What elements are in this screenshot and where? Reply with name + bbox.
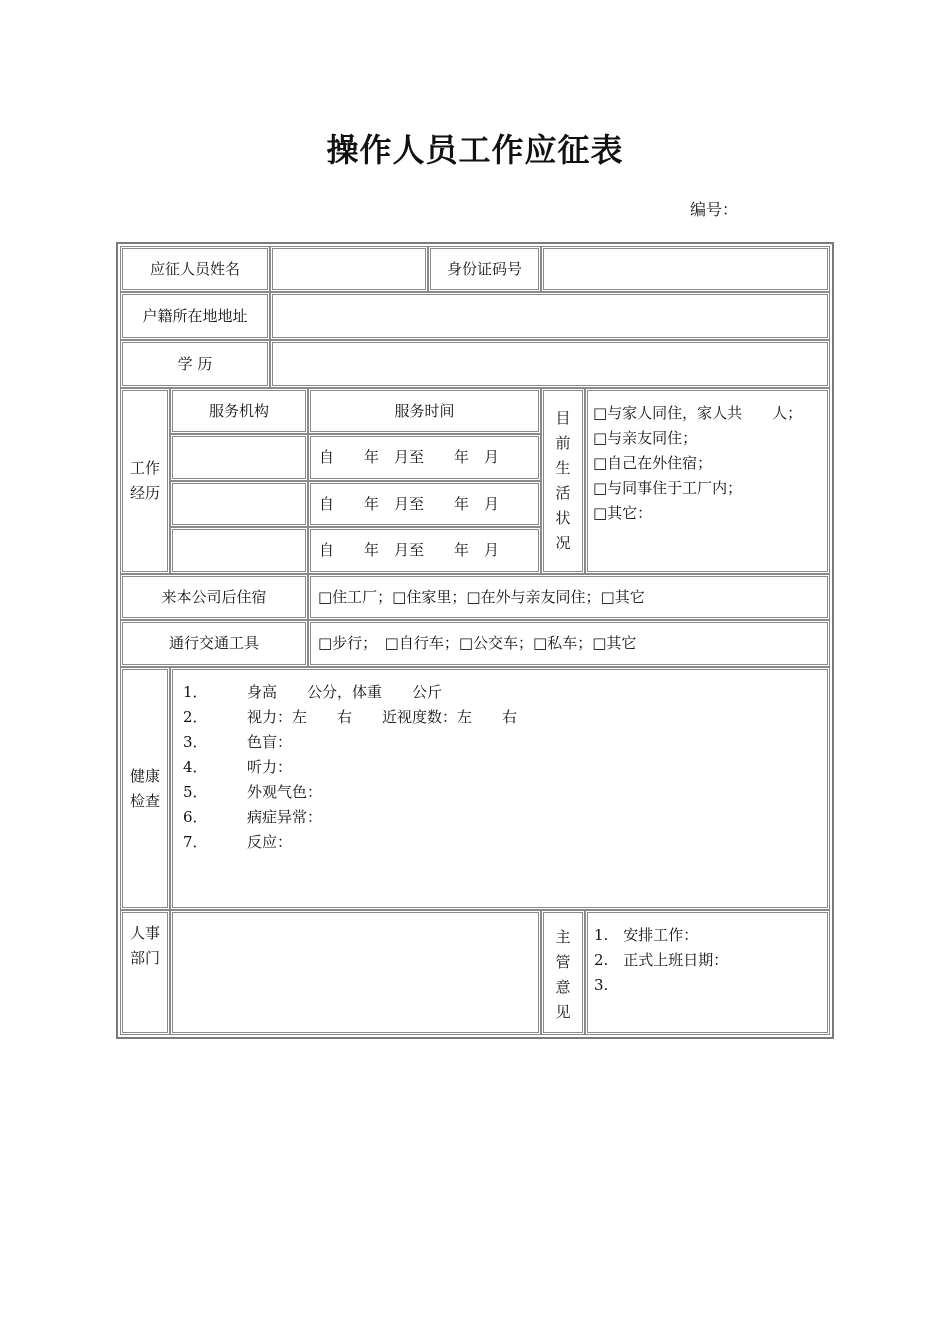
living-option[interactable]: □其它： <box>593 504 653 522</box>
service-org-field-3[interactable] <box>170 527 308 574</box>
health-check-label-line: 检查 <box>129 791 160 810</box>
dorm-options[interactable]: □住工厂；□住家里；□在外与亲友同住；□其它 <box>308 574 830 620</box>
service-org-field-2[interactable] <box>170 481 308 527</box>
health-check-label <box>120 667 170 910</box>
service-org-field-1[interactable] <box>170 434 308 481</box>
transport-label: 通行交通工具 <box>120 620 308 667</box>
hr-department-field[interactable] <box>170 910 541 1035</box>
hr-department-label-line: 部门 <box>129 949 160 967</box>
hr-department-label-line: 人事 <box>129 924 160 942</box>
living-status-char: 生 <box>555 459 571 477</box>
supervisor-item[interactable]: 3. <box>594 976 609 994</box>
service-time-header: 服务时间 <box>308 388 541 434</box>
service-time-row-2[interactable]: 自 年 月至 年 月 <box>308 481 541 527</box>
health-item: 3． 色盲： <box>183 733 293 751</box>
living-status-char: 目 <box>555 409 571 427</box>
dorm-label: 来本公司后住宿 <box>120 574 308 620</box>
hr-department-label <box>120 910 170 1035</box>
service-org-header: 服务机构 <box>170 388 308 434</box>
work-experience-label-line: 经历 <box>129 484 160 502</box>
transport-options[interactable]: □步行； □自行车；□公交车；□私车；□其它 <box>308 620 830 667</box>
living-status-char: 活 <box>555 484 571 502</box>
education-field[interactable] <box>270 340 830 388</box>
supervisor-opinion-char: 管 <box>555 953 571 971</box>
supervisor-item[interactable]: 2. 正式上班日期： <box>594 951 729 969</box>
address-field[interactable] <box>270 292 830 340</box>
work-experience-label <box>120 388 170 574</box>
health-check-label-line: 健康 <box>129 766 160 785</box>
service-time-row-3[interactable]: 自 年 月至 年 月 <box>308 527 541 574</box>
name-label: 应征人员姓名 <box>120 246 270 292</box>
id-number-field[interactable] <box>541 246 830 292</box>
living-option[interactable]: □与同事住于工厂内； <box>593 479 743 497</box>
supervisor-item[interactable]: 1. 安排工作： <box>594 926 699 944</box>
health-item: 6． 病症异常： <box>183 808 323 826</box>
living-status-char: 前 <box>555 434 571 452</box>
id-number-label: 身份证码号 <box>428 246 541 292</box>
living-option[interactable]: □自己在外住宿； <box>593 454 713 472</box>
living-status-char: 况 <box>555 534 571 552</box>
supervisor-opinion-items <box>585 910 830 1035</box>
living-option[interactable]: □与家人同住，家人共 人； <box>593 404 803 422</box>
health-item: 5． 外观气色： <box>183 783 323 801</box>
health-item: 4． 听力： <box>183 758 293 776</box>
living-status-char: 状 <box>555 509 571 527</box>
address-label: 户籍所在地地址 <box>120 292 270 340</box>
supervisor-opinion-char: 意 <box>555 978 571 996</box>
name-field[interactable] <box>270 246 428 292</box>
health-item: 2． 视力：左 右 近视度数：左 右 <box>183 708 518 726</box>
health-check-items <box>170 667 830 910</box>
living-status-label <box>541 388 585 574</box>
supervisor-opinion-label <box>541 910 585 1035</box>
work-experience-label-line: 工作 <box>129 459 160 477</box>
education-label: 学 历 <box>120 340 270 388</box>
serial-number-label: 编号： <box>690 200 739 219</box>
health-item: 7． 反应： <box>183 833 293 851</box>
supervisor-opinion-char: 主 <box>555 928 571 946</box>
service-time-row-1[interactable]: 自 年 月至 年 月 <box>308 434 541 481</box>
living-status-options <box>585 388 830 574</box>
page-title: 操作人员工作应征表 <box>326 131 624 169</box>
living-option[interactable]: □与亲友同住； <box>593 429 698 447</box>
health-item: 1． 身高 公分，体重 公斤 <box>183 683 443 701</box>
supervisor-opinion-char: 见 <box>555 1003 571 1021</box>
